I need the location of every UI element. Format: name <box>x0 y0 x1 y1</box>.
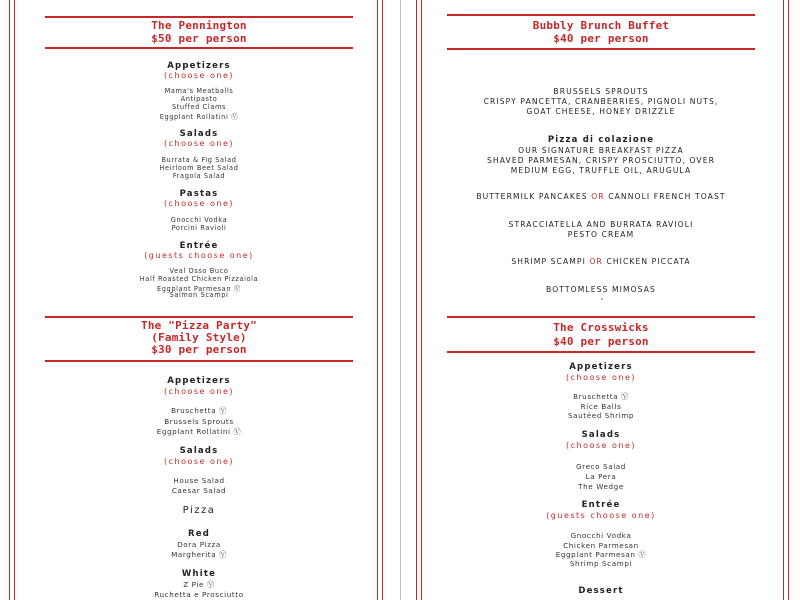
subsection-heading: Red <box>188 529 210 539</box>
menu-item: Rice Balls <box>580 402 622 411</box>
page-divider <box>400 0 401 600</box>
menu-card-crosswicks <box>402 300 800 600</box>
dish-choice-line <box>402 192 800 201</box>
menu-item: Greco Salad <box>576 462 626 471</box>
menu-item: Fragola Salad <box>172 172 226 180</box>
menu-title: The "Pizza Party" <box>141 319 257 332</box>
dish-title: STRACCIATELLA AND BURRATA RAVIOLI <box>508 220 694 229</box>
menu-price: $40 per person <box>553 335 649 348</box>
menu-card-pennington <box>0 0 398 300</box>
section-heading: Salads <box>581 430 621 440</box>
menu-item: Salmon Scampi <box>169 291 229 299</box>
menu-item: Shrimp Scampi <box>569 559 633 568</box>
choice-note: (choose one) <box>163 199 235 208</box>
menu-item: Eggplant Rollatini Ⓥ <box>159 113 239 121</box>
section-heading: Appetizers <box>569 362 633 372</box>
subsection-heading: White <box>181 569 217 579</box>
menu-price: $30 per person <box>151 343 247 356</box>
header-rule <box>45 16 353 18</box>
menu-item: Dora Pizza <box>177 540 221 549</box>
header-rule <box>45 316 353 318</box>
menu-item: Eggplant Parmesan Ⓥ <box>157 285 241 293</box>
menu-item: Chicken Parmesan <box>563 541 639 550</box>
dish-title: Pizza di colazione <box>547 135 655 145</box>
header-rule <box>447 14 755 16</box>
section-heading: Salads <box>179 129 219 139</box>
section-heading: Entrée <box>179 241 219 251</box>
dish-title: BUTTERMILK PANCAKES <box>476 192 588 201</box>
menu-price: $50 per person <box>151 32 247 45</box>
dish-description: OUR SIGNATURE BREAKFAST PIZZA <box>518 146 684 155</box>
menu-item: Margherita Ⓥ <box>171 550 227 559</box>
menu-item: Brussels Sprouts <box>164 417 234 426</box>
dish-description: GOAT CHEESE, HONEY DRIZZLE <box>526 107 676 116</box>
section-heading: Appetizers <box>167 376 231 386</box>
menu-item: Gnocchi Vodka <box>570 531 632 540</box>
menu-item: Sautéed Shrimp <box>567 411 635 420</box>
choice-note: (guests choose one) <box>546 511 656 520</box>
menu-item: Porcini Ravioli <box>171 224 227 232</box>
dish-title: SHRIMP SCAMPI <box>511 257 586 266</box>
dish-title: BRUSSELS SPROUTS <box>553 87 649 96</box>
section-heading: Pastas <box>179 189 219 199</box>
menu-item: Heirloom Beet Salad <box>159 164 239 172</box>
menu-item: Caesar Salad <box>171 486 227 495</box>
dish-description: CRISPY PANCETTA, CRANBERRIES, PIGNOLI NUTS, <box>483 97 719 106</box>
menu-item: Gnocchi Vodka <box>170 216 228 224</box>
or-separator: OR <box>591 192 605 201</box>
choice-note: (guests choose one) <box>144 251 254 260</box>
menu-item: Bruschetta Ⓥ <box>573 392 629 401</box>
menu-item: Veal Osso Buco <box>169 267 229 275</box>
header-rule <box>45 47 353 49</box>
section-heading: Pizza <box>182 505 216 516</box>
header-rule <box>45 360 353 362</box>
menu-title: The Pennington <box>151 19 247 32</box>
dish-title: BOTTOMLESS MIMOSAS <box>546 285 656 294</box>
header-rule <box>447 316 755 318</box>
dish-description: MEDIUM EGG, TRUFFLE OIL, ARUGULA <box>510 166 692 175</box>
dish-description: SHAVED PARMESAN, CRISPY PROSCIUTTO, OVER <box>487 156 715 165</box>
dish-choice-line <box>402 257 800 266</box>
menu-item: Ruchetta e Prosciutto <box>154 590 244 599</box>
choice-note: (choose one) <box>163 387 235 396</box>
menu-item: La Pera <box>585 472 617 481</box>
menu-subtitle: (Family Style) <box>151 331 247 344</box>
menu-item: Half Roasted Chicken Pizzaiola <box>139 275 259 283</box>
choice-note: (choose one) <box>163 457 235 466</box>
menu-item: Antipasto <box>180 95 218 103</box>
menu-item: Z Pie Ⓥ <box>183 580 215 589</box>
dish-title: CHICKEN PICCATA <box>606 257 691 266</box>
menu-card-brunch <box>402 0 800 300</box>
menu-item: Eggplant Parmesan Ⓥ <box>555 550 647 559</box>
section-heading: Salads <box>179 446 219 456</box>
menu-item: Stuffed Clams <box>171 103 227 111</box>
menu-item: Burrata & Fig Salad <box>161 156 237 164</box>
choice-note: (choose one) <box>163 71 235 80</box>
menu-item: The Wedge <box>578 482 624 491</box>
menu-card-pizza-party <box>0 300 398 600</box>
choice-note: (choose one) <box>565 441 637 450</box>
section-heading: Appetizers <box>167 61 231 71</box>
header-rule <box>447 48 755 50</box>
menu-title: The Crosswicks <box>553 321 649 334</box>
menu-item: House Salad <box>173 476 225 485</box>
header-rule <box>447 351 755 353</box>
section-heading: Dessert <box>578 586 624 596</box>
or-separator: OR <box>589 257 603 266</box>
menu-title: Bubbly Brunch Buffet <box>532 19 670 32</box>
menu-price: $40 per person <box>553 32 649 45</box>
choice-note: (choose one) <box>163 139 235 148</box>
choice-note: (choose one) <box>565 373 637 382</box>
section-heading: Entrée <box>581 500 621 510</box>
menu-item: Bruschetta Ⓥ <box>171 406 227 415</box>
menu-item: Eggplant Rollatini Ⓥ <box>156 427 242 436</box>
dish-title: CANNOLI FRENCH TOAST <box>608 192 726 201</box>
menu-item: Mama's Meatballs <box>164 87 234 95</box>
dish-description: PESTO CREAM <box>567 230 635 239</box>
